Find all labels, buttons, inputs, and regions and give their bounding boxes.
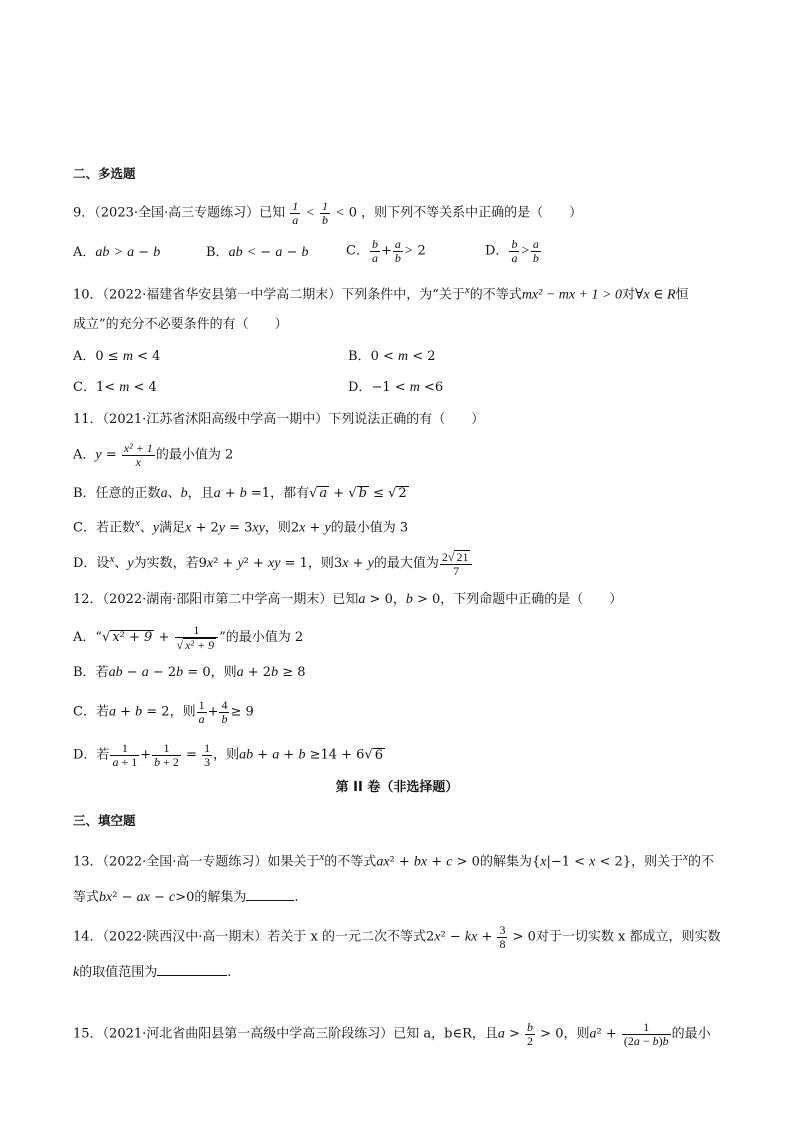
answer-blank[interactable] xyxy=(246,888,294,901)
q11-option-a: A．y = $\frac{\text{x² + 1}}{x}$ 的最小值为 2 xyxy=(73,441,234,469)
section-heading-fill-in: 三、填空题 xyxy=(73,813,136,828)
fraction-1-over-a: $\frac{1}{a}$ xyxy=(292,199,299,227)
q11-option-d: D．设$^x$、y为实数，若9x² + y² + xy = 1，则3x + y的最大值为 $\frac{2√ 21}{7}$ xyxy=(73,550,473,577)
q11-option-b: B．任意的正数a、b，且a + b =1，都有√ a + √ b ≤ √ 2 xyxy=(73,486,407,501)
q12-option-c: C．若a + b = 2，则 $\frac{1}{a}$ + $\frac{4}{b}$ ≥ 9 xyxy=(73,698,254,726)
question-13-line2: 等式bx² − ax − c>0的解集为 . xyxy=(73,890,299,905)
q9-tail-text: ，则下列不等关系中正确的是（ ） xyxy=(361,205,583,221)
section-heading-multiple-choice: 二、多选题 xyxy=(73,166,136,181)
q9-stem-text: 9．（2023·全国·高三专题练习）已知 xyxy=(73,205,286,221)
q10-option-a: A．0 ≤ m < 4 xyxy=(73,349,161,364)
question-11-stem: 11．（2021·江苏省沭阳高级中学高一期中）下列说法正确的有（ ） xyxy=(73,412,485,427)
q11-option-c: C．若正数$^x$、y满足x + 2y = 3xy，则2x + y的最小值为 3 xyxy=(73,517,409,536)
question-10-line2: 成立”的充分不必要条件的有（ ） xyxy=(73,317,288,332)
question-15-line1: 15．（2021·河北省曲阳县第一高级中学高三阶段练习）已知 a，b∈R，且a > $\frac{b}{2}$ > 0，则a² + $\frac{1}{(2a - b)b}$ 的最小 xyxy=(73,1020,711,1048)
q12-option-d: D．若 $\frac{1}{a + 1}$ + $\frac{1}{b + 2}$ = $\frac{1}{3}$ ，则ab + a + b ≥14 + 6√ 6 xyxy=(73,741,384,769)
q12-option-b: B．若ab − a − 2b = 0，则a + 2b ≥ 8 xyxy=(73,665,306,680)
question-14-line1: 14．（2022·陕西汉中·高一期末）若关于 x 的一元二次不等式2x² − kx + $\frac{3}{8}$ > 0对于一切实数 x 都成立，则实数 xyxy=(73,923,721,951)
q10-option-d: D．−1 < m <6 xyxy=(348,380,444,395)
question-9-stem: 9．（2023·全国·高三专题练习）已知 $\frac{1}{a}$ < $\frac{1}{b}$ < 0 ，则下列不等关系中正确的是（ ） xyxy=(73,199,583,227)
q10-option-c: C．1< m < 4 xyxy=(73,380,157,395)
question-12-stem: 12．（2022·湖南·邵阳市第二中学高一期末）已知a > 0，b > 0，下列命题中正确的是（ ） xyxy=(73,592,623,607)
question-14-line2: k的取值范围为 . xyxy=(73,965,232,980)
answer-blank[interactable] xyxy=(157,963,227,976)
part-2-title: 第 II 卷（非选择题） xyxy=(335,780,459,795)
q9-option-b: B．ab < − a − b xyxy=(206,245,309,260)
q10-option-b: B．0 < m < 2 xyxy=(348,349,436,364)
question-13-line1: 13．（2022·全国·高一专题练习）如果关于$^x$的不等式ax² + bx + c > 0的解集为{x|−1 < x < 2}，则关于$^x$的不 xyxy=(73,851,715,870)
q9-option-c: C． $\frac{b}{a}$ + $\frac{a}{b}$ > 2 xyxy=(346,237,426,265)
q9-option-d: D． $\frac{b}{a}$ > $\frac{a}{b}$ xyxy=(485,237,539,265)
fraction-1-over-b: $\frac{1}{b}$ xyxy=(322,199,328,227)
question-10-line1: 10．（2022·福建省华安县第一中学高二期末）下列条件中，为“关于$^x$的不等式mx² − mx + 1 > 0对∀x ∈ R恒 xyxy=(73,284,689,303)
q12-option-a: A．“√ x² + 9 + $\frac{1}{\text{√ x² + 9}}$ ”的最小值为 2 xyxy=(73,623,304,652)
q9-option-a: A．ab > a − b xyxy=(73,245,161,260)
